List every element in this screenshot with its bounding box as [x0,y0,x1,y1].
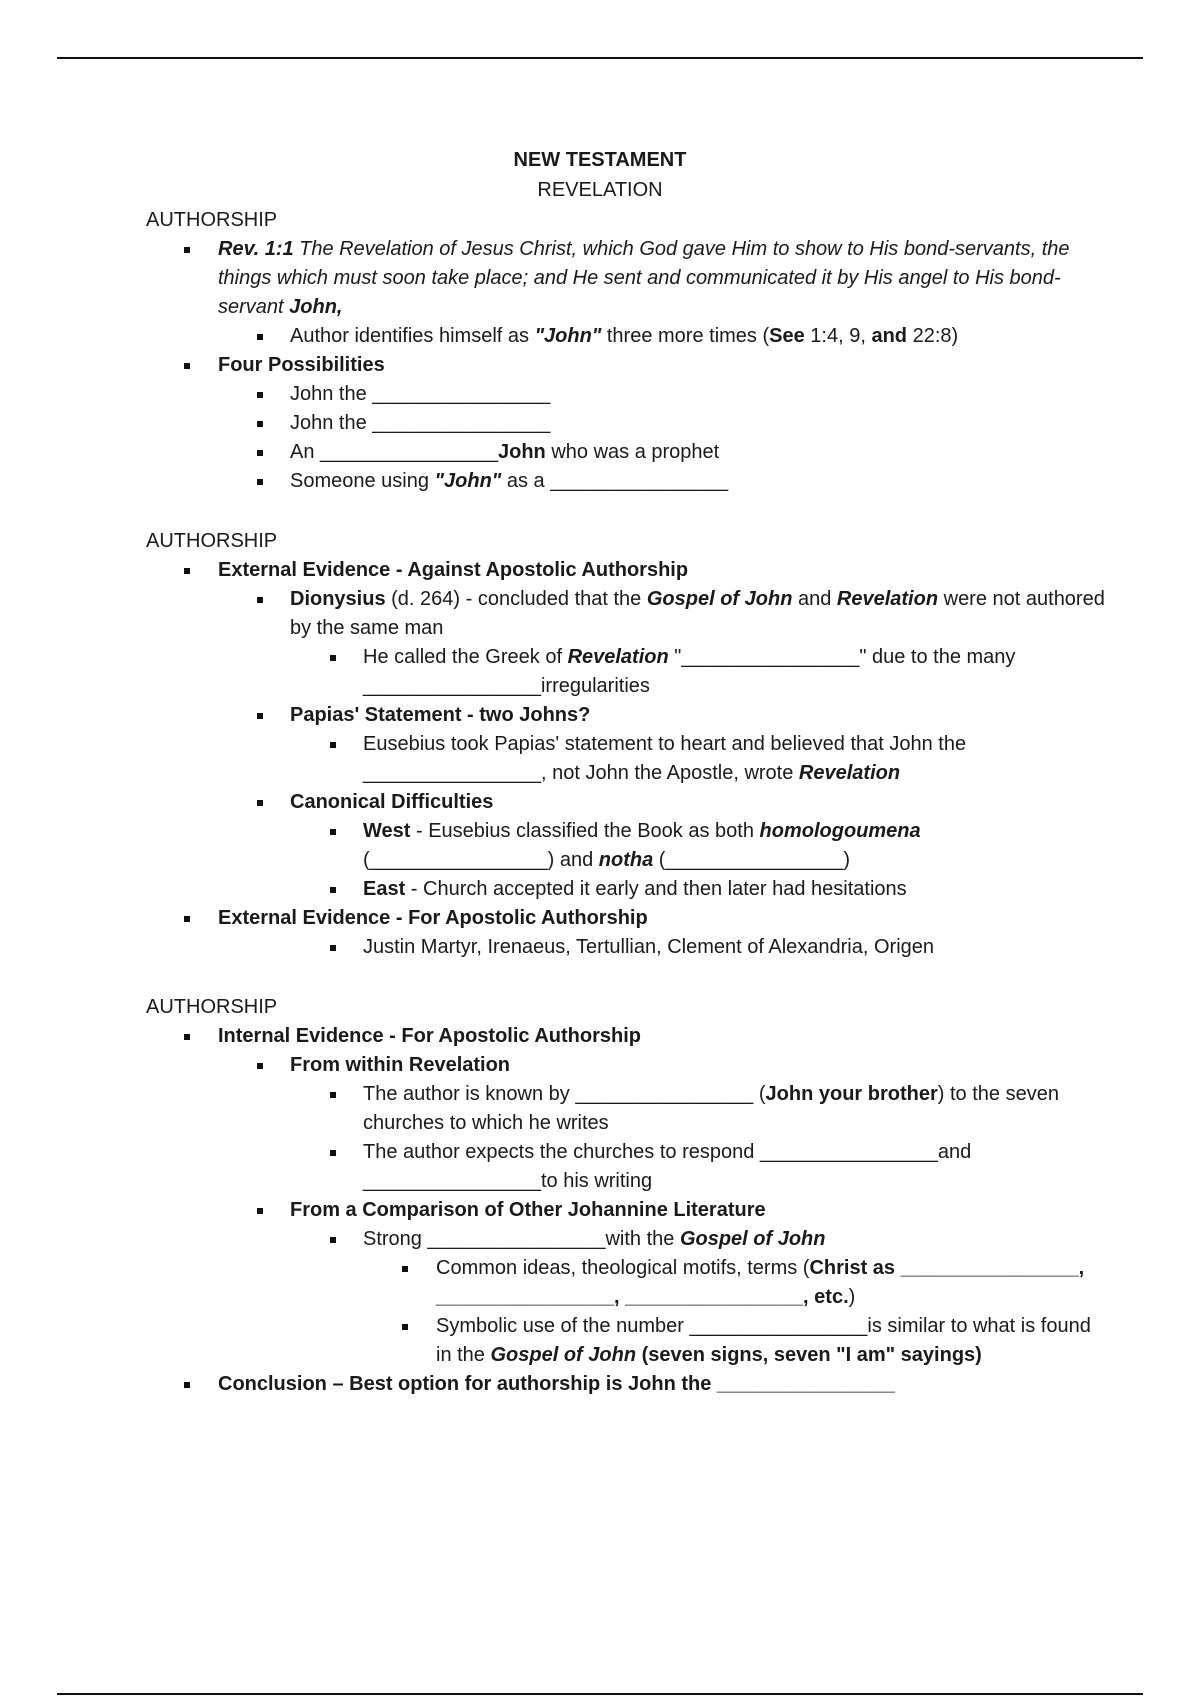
list-item-west [146,817,1106,875]
text-segment: and [792,588,837,610]
list-item-external-for: External Evidence - For Apostolic Authorship [146,904,1106,933]
section-gap [146,962,1106,992]
text-segment: three more times ( [601,325,770,347]
list-item-greek-of-revelation [146,643,1106,701]
text-segment: "________________" due to the many ________________irregularities [363,646,1016,697]
text-segment: - Church accepted it early and then later had hesitations [405,878,907,900]
top-rule [57,57,1143,59]
list-item-within-revelation: From within Revelation [146,1051,1106,1080]
text-segment: West [363,820,411,842]
verse-john: John, [289,296,343,318]
text-segment: Strong ________________with the [363,1228,680,1250]
list-item-internal-for: Internal Evidence - For Apostolic Authorship [146,1022,1106,1051]
text-segment: (d. 264) - concluded that the [385,588,647,610]
text-segment: notha [598,849,654,871]
bottom-rule [57,1693,1143,1695]
text-segment: He called the Greek of [363,646,568,668]
list-item-four-possibilities: Four Possibilities [146,351,1106,380]
text-segment: (seven signs, seven "I am" sayings) [636,1344,982,1366]
text-segment: who was a prophet [545,441,720,463]
section-heading-1: AUTHORSHIP [146,209,278,231]
list-item-external-against: External Evidence - Against Apostolic Authorship [146,556,1106,585]
list-item-possibility-2: John the ________________ [146,409,1106,438]
text-segment: 22:8) [907,325,959,347]
verse-reference: Rev. 1:1 [218,238,294,260]
section-heading-2: AUTHORSHIP [146,530,278,552]
list-item-church-fathers: Justin Martyr, Irenaeus, Tertullian, Clement of Alexandria, Origen [146,933,1106,962]
list-item-author-expects: The author expects the churches to respond ________________and ________________to his writing [146,1138,1106,1196]
text-segment: Gospel of John [490,1344,637,1366]
list-item-rev-1-1 [146,235,1106,322]
list-item-possibility-1: John the ________________ [146,380,1106,409]
text-segment: - Eusebius classified the Book as both [410,820,760,842]
document-title: NEW TESTAMENT [513,149,687,171]
text-segment: Dionysius [290,588,386,610]
list-item-east [146,875,1106,904]
section-heading-3: AUTHORSHIP [146,996,278,1018]
text-segment: Author identifies himself as [290,325,535,347]
text-segment: Eusebius took Papias' statement to heart and believed that John the ________________, not John the Apostle, wrote [363,733,967,784]
text-segment: homologoumena [759,820,921,842]
text-segment: Someone using [290,470,435,492]
section-gap [146,496,1106,526]
list-item-papias: Papias' Statement - two Johns? [146,701,1106,730]
list-item-possibility-4 [146,467,1106,496]
list-item-canonical: Canonical Difficulties [146,788,1106,817]
text-segment: An ________________ [290,441,498,463]
text-segment: John your brother [765,1083,938,1105]
text-segment: "John" [434,470,502,492]
list-item-symbolic-number [146,1312,1106,1370]
text-segment: East [363,878,406,900]
document-body [146,145,1106,1399]
text-segment: 1:4, 9, [804,325,872,347]
text-segment: (________________) [653,849,851,871]
text-segment: See [769,325,805,347]
text-segment: were not authored by the same man [290,588,1105,639]
text-segment: Revelation [798,762,901,784]
text-segment: (________________) and [363,849,599,871]
list-item-comparison: From a Comparison of Other Johannine Literature [146,1196,1106,1225]
text-segment: Common ideas, theological motifs, terms ( [436,1257,810,1279]
list-item-author-identifies [146,322,1106,351]
text-segment: ) [848,1286,856,1308]
list-item-possibility-3 [146,438,1106,467]
text-segment: Gospel of John [679,1228,826,1250]
text-segment: Revelation [567,646,669,668]
verse-text: The Revelation of Jesus Christ, which God gave Him to show to His bond-servants, the things which must soon take place; and He sent and communicated it by His angel to His bond-servant [218,238,1070,318]
list-item-common-ideas [146,1254,1106,1312]
document-subtitle: REVELATION [537,179,663,201]
list-item-conclusion: Conclusion – Best option for authorship is John the ________________ [146,1370,1106,1399]
list-item-eusebius [146,730,1106,788]
text-segment: Symbolic use of the number ________________is similar to what is found in the [436,1315,1091,1366]
list-item-strong [146,1225,1106,1254]
list-item-author-known [146,1080,1106,1138]
text-segment: The author is known by ________________ ( [363,1083,766,1105]
text-segment: Gospel of John [646,588,793,610]
text-segment: John [498,441,546,463]
text-segment: Revelation [836,588,939,610]
list-item-dionysius [146,585,1106,643]
text-segment: Christ as ________________, ________________, ________________, etc. [436,1257,1085,1308]
text-segment: and [871,325,908,347]
text-segment: as a ________________ [501,470,729,492]
text-segment: ) to the seven churches to which he writes [363,1083,1059,1134]
text-segment: "John" [534,325,602,347]
